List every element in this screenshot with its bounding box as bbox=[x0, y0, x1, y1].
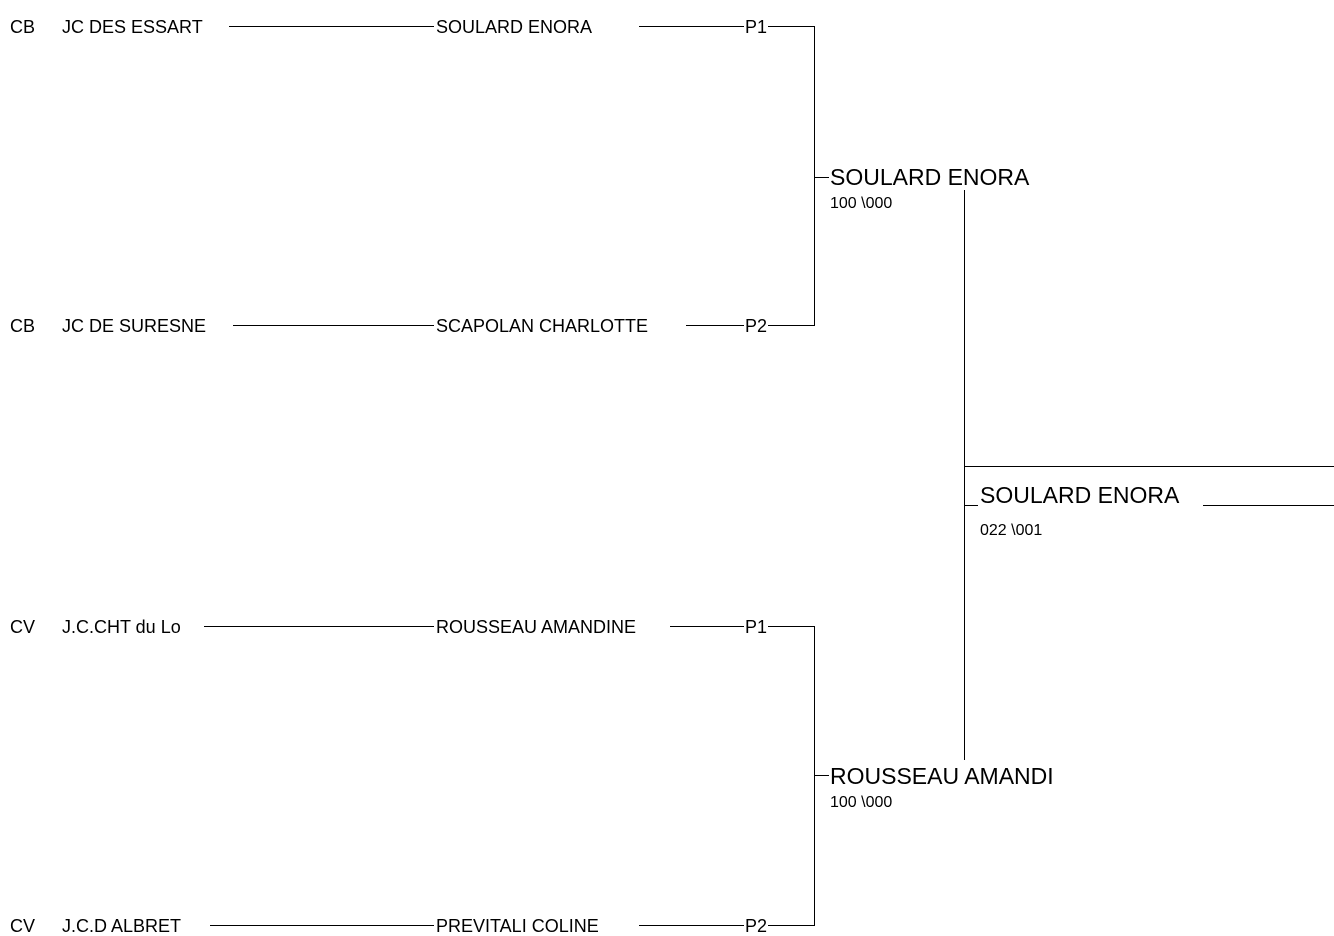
league-code: CB bbox=[10, 316, 36, 336]
club-name: JC DE SURESNE bbox=[62, 316, 207, 336]
league-code: CV bbox=[10, 617, 36, 637]
final-winner-name: SOULARD ENORA bbox=[980, 482, 1180, 508]
club-name: J.C.D ALBRET bbox=[62, 916, 182, 936]
player-name: SOULARD ENORA bbox=[436, 17, 593, 37]
pool-position: P1 bbox=[745, 17, 768, 37]
winner-name: ROUSSEAU AMANDI bbox=[830, 763, 1054, 789]
final-score: 022 \001 bbox=[980, 522, 1043, 539]
pool-position: P1 bbox=[745, 617, 768, 637]
league-code: CV bbox=[10, 916, 36, 936]
pool-position: P2 bbox=[745, 316, 768, 336]
match-score: 100 \000 bbox=[830, 195, 893, 212]
club-name: JC DES ESSART bbox=[62, 17, 203, 37]
match-score: 100 \000 bbox=[830, 794, 893, 811]
player-name: SCAPOLAN CHARLOTTE bbox=[436, 316, 649, 336]
player-name: ROUSSEAU AMANDINE bbox=[436, 617, 637, 637]
club-name: J.C.CHT du Lo bbox=[62, 617, 181, 637]
player-name: PREVITALI COLINE bbox=[436, 916, 599, 936]
winner-name: SOULARD ENORA bbox=[830, 164, 1030, 190]
league-code: CB bbox=[10, 17, 36, 37]
pool-position: P2 bbox=[745, 916, 768, 936]
